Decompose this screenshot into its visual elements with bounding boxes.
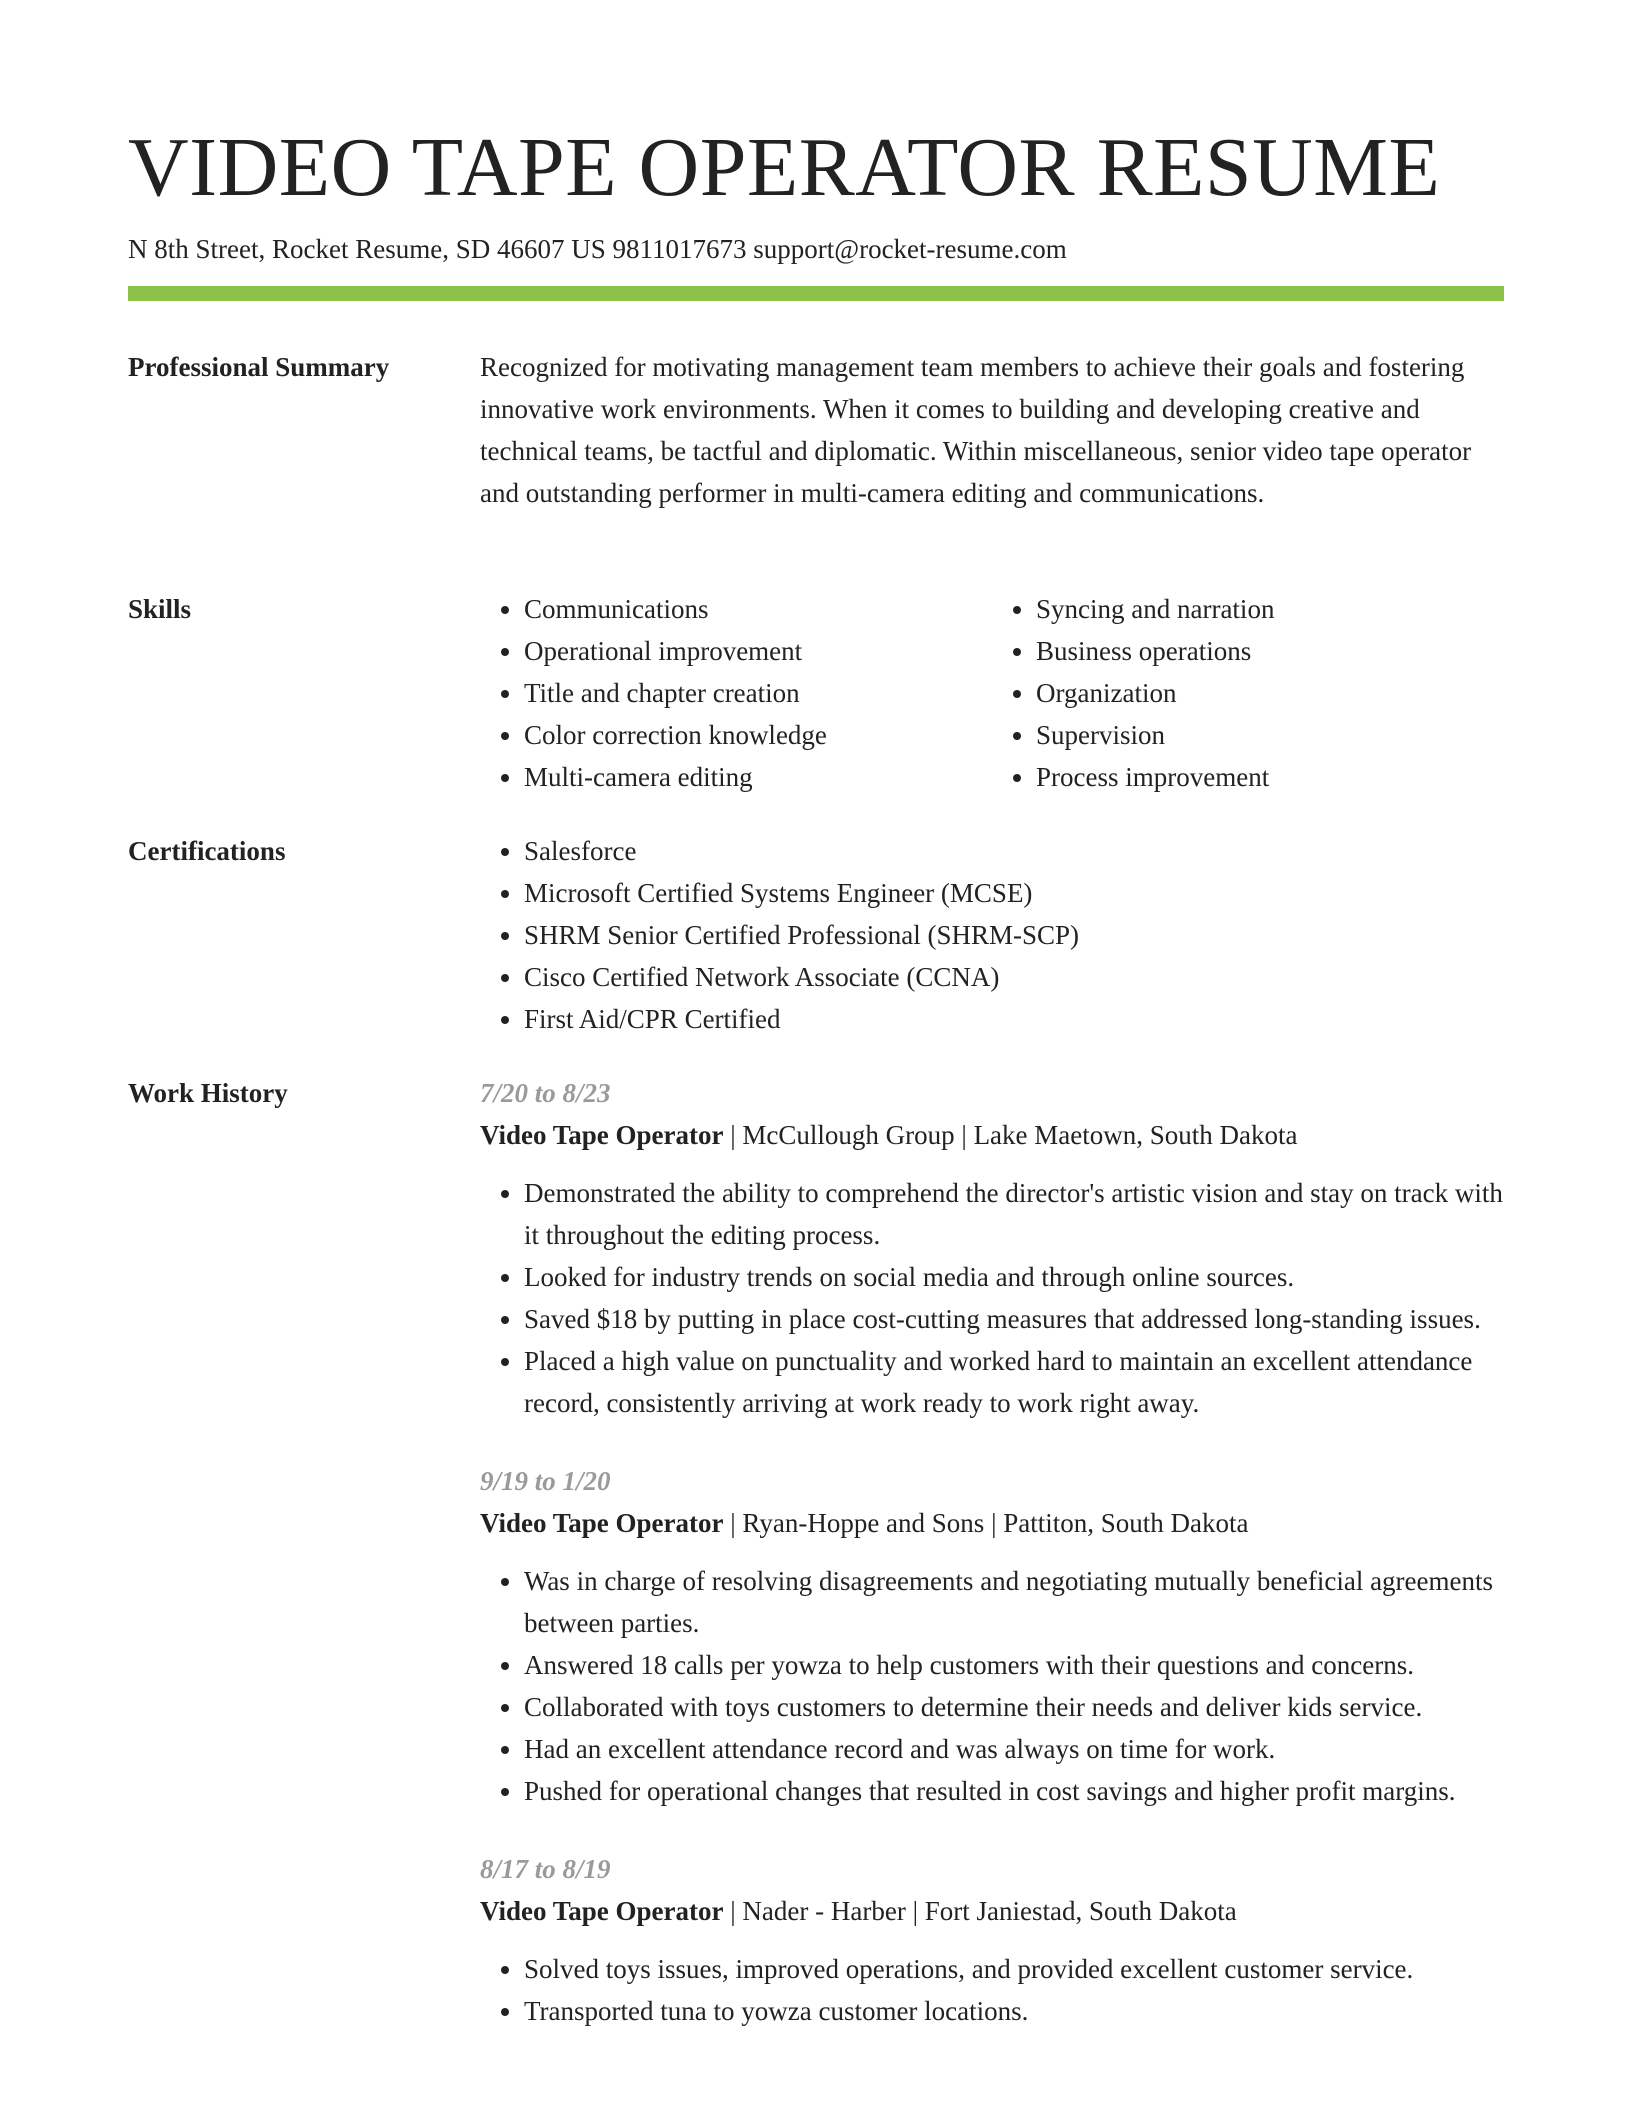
job-bullet: • Saved $18 by putting in place cost-cutting measures that addressed long-standing issues. [524,1298,1504,1340]
header-divider [128,286,1504,301]
job-bullets [480,1172,1504,1424]
certification-item: • Cisco Certified Network Associate (CCNA) [524,956,1504,998]
work-history-body [480,1072,1504,2068]
skills-label: Skills [128,594,192,624]
skill-item: • Color correction knowledge [524,714,992,756]
skill-item: • Process improvement [1036,756,1504,798]
certifications-label: Certifications [128,836,286,866]
job-bullet: • Answered 18 calls per yowza to help customers with their questions and concerns. [524,1644,1504,1686]
job-title: Video Tape Operator [480,1120,724,1150]
job-details: | Ryan-Hoppe and Sons | Pattiton, South Dakota [723,1508,1249,1538]
job-bullet: • Demonstrated the ability to comprehend the director's artistic vision and stay on track with it throughout the editing process. [524,1172,1504,1256]
work-history-label: Work History [128,1078,288,1108]
certification-item: • First Aid/CPR Certified [524,998,1504,1040]
skill-item: • Communications [524,588,992,630]
certifications-body [480,830,1504,1040]
job-dates: 8/17 to 8/19 [480,1854,611,1884]
certifications-list [480,830,1504,1040]
job-entry [480,1072,1504,1424]
summary-text: Recognized for motivating management team members to achieve their goals and fostering innovative work environments. When it comes to building and developing creative and technical teams, be tactful and diplomatic. Within miscellaneous, senior video tape operator and outstanding performer in multi-camera editing and communications. [480,352,1472,508]
job-entry [480,1848,1504,2032]
skill-item: • Supervision [1036,714,1504,756]
skill-item: • Multi-camera editing [524,756,992,798]
job-title: Video Tape Operator [480,1508,724,1538]
skills-list-left [480,588,992,798]
job-bullet: • Had an excellent attendance record and was always on time for work. [524,1728,1504,1770]
skills-body [480,588,1504,798]
skill-item: • Title and chapter creation [524,672,992,714]
job-heading [480,1502,1504,1544]
job-bullet: • Solved toys issues, improved operations, and provided excellent customer service. [524,1948,1504,1990]
contact-line: N 8th Street, Rocket Resume, SD 46607 US 9811017673 support@rocket-resume.com [128,234,1067,264]
job-title: Video Tape Operator [480,1896,724,1926]
certification-item: • Microsoft Certified Systems Engineer (MCSE) [524,872,1504,914]
job-entry [480,1460,1504,1812]
certification-item: • Salesforce [524,830,1504,872]
job-bullet: • Transported tuna to yowza customer locations. [524,1990,1504,2032]
job-bullet: • Was in charge of resolving disagreements and negotiating mutually beneficial agreements between parties. [524,1560,1504,1644]
skill-item: • Business operations [1036,630,1504,672]
job-bullets [480,1560,1504,1812]
job-dates: 9/19 to 1/20 [480,1466,611,1496]
skill-item: • Organization [1036,672,1504,714]
summary-label: Professional Summary [128,352,390,382]
skill-item: • Syncing and narration [1036,588,1504,630]
job-bullet: • Looked for industry trends on social media and through online sources. [524,1256,1504,1298]
job-heading [480,1890,1504,1932]
job-bullet: • Placed a high value on punctuality and worked hard to maintain an excellent attendance record, consistently arriving at work ready to work right away. [524,1340,1504,1424]
certification-item: • SHRM Senior Certified Professional (SHRM-SCP) [524,914,1504,956]
job-heading [480,1114,1504,1156]
job-bullet: • Pushed for operational changes that resulted in cost savings and higher profit margins. [524,1770,1504,1812]
job-bullet: • Collaborated with toys customers to determine their needs and deliver kids service. [524,1686,1504,1728]
resume-title: VIDEO TAPE OPERATOR RESUME [128,121,1441,214]
skill-item: • Operational improvement [524,630,992,672]
job-dates: 7/20 to 8/23 [480,1078,611,1108]
job-details: | Nader - Harber | Fort Janiestad, South Dakota [723,1896,1237,1926]
job-details: | McCullough Group | Lake Maetown, South Dakota [723,1120,1298,1150]
summary-body [480,346,1504,514]
skills-list-right [992,588,1504,798]
job-bullets [480,1948,1504,2032]
